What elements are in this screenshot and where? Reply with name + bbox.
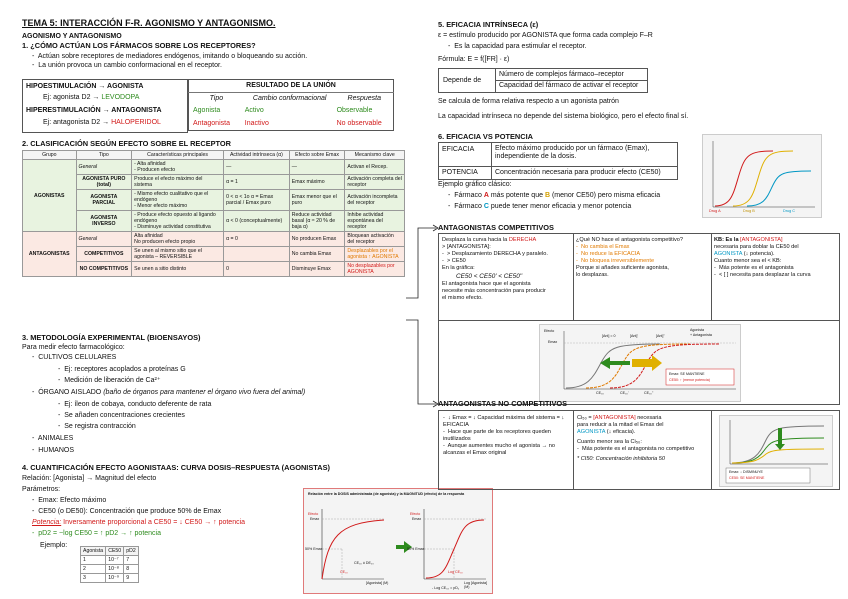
subtitle: AGONISMO Y ANTAGONISMO xyxy=(22,33,122,40)
class-cell: NO COMPETITIVOS xyxy=(76,262,132,277)
comp-col2-tail-1: Porque si añades suficiente agonista, xyxy=(576,265,669,271)
right-fig-ylabel: Efecto xyxy=(410,512,421,516)
drug-c-label: Drug C xyxy=(783,209,796,213)
ejemplo-cell: 8 xyxy=(124,565,139,574)
comp-col3-item-1: - Más potente es el antagonista xyxy=(714,265,794,271)
potency-efficacy-svg xyxy=(703,135,821,217)
eficacia-potencia-box xyxy=(438,142,678,180)
potencia-text: Concentración necesaria para producir efecto (CE50) xyxy=(495,169,661,176)
comp-col3-menor: Cuanto menor sea el < KB: xyxy=(714,258,782,264)
comp-arrow-right xyxy=(632,355,662,371)
dose-response-figure xyxy=(303,488,493,594)
class-cell: General xyxy=(76,232,132,247)
comp-col1-line2: > [ANTAGONISTA]: xyxy=(442,244,491,250)
s5-formula: Fórmula: E = f([FR] · ε) xyxy=(438,56,510,63)
s3-organo-item-3: - Se registra contracción xyxy=(58,423,136,430)
left-hyperbolic-curve xyxy=(322,520,384,579)
comp-fig-x-1: CE₅₀' xyxy=(620,391,629,395)
s3-organo: - ÓRGANO AISLADO (baño de órganos para mantener el órgano vivo fuera del animal) xyxy=(32,389,306,396)
class-cell: Desplazables por el agonista ↑ AGONISTA xyxy=(345,247,405,262)
s4-relacion: Relación: [Agonista] → Magnitud del efecto xyxy=(22,475,157,482)
class-cell: AGONISTA INVERSO xyxy=(76,211,132,232)
nocomp-col1-item-3: - Aunque aumentes mucho el agonista → no alcanzas el Emax original xyxy=(443,443,555,456)
section-3-heading: 3. METODOLOGÍA EXPERIMENTAL (BIOENSAYOS) xyxy=(22,333,201,342)
comp-col2-item-2: - No reduce la EFICACIA xyxy=(576,251,641,257)
left-fig-ylabel: Efecto xyxy=(308,512,319,516)
class-cell: Disminuye Emax xyxy=(289,262,345,277)
comp-fig-x-2: CE₅₀'' xyxy=(644,391,654,395)
ejemplo-cell: 3 xyxy=(81,574,106,583)
ejemplo-cell: 9 xyxy=(124,574,139,583)
class-cell: Alta afinidad No producen efecto propio xyxy=(132,232,224,247)
comp-col1-grafica: En la gráfica: xyxy=(442,265,475,271)
depende-box xyxy=(438,68,648,93)
comp-fig-label-2: [Ant]'' xyxy=(656,334,665,338)
class-col-grupo: Grupo xyxy=(23,151,77,160)
hipo-hiper-box xyxy=(22,79,188,133)
class-col-tipo: Tipo xyxy=(76,151,132,160)
no-competitivos-box xyxy=(438,410,840,490)
left-fig-emax: Emax xyxy=(310,517,320,521)
right-fig-note: - Log CE₅₀ = pD₂ xyxy=(432,586,460,590)
class-cell: No desplazables por AGONISTA xyxy=(345,262,405,277)
s4-emax: - Emax: Efecto máximo xyxy=(32,497,107,504)
s3-humanos: - HUMANOS xyxy=(32,447,75,454)
union-col-cambio: Cambio conformacional xyxy=(252,95,327,103)
comp-fig-label-0: [Ant] = 0 xyxy=(602,334,616,338)
s5-indep: La capacidad intrínseca no depende del sistema biológico, pero el efecto final sí. xyxy=(438,113,689,120)
page-title: TEMA 5: INTERACCIÓN F-R. AGONISMO Y ANTAGONISMO. xyxy=(22,18,276,28)
section-2-heading: 2. CLASIFICACIÓN SEGÚN EFECTO SOBRE EL RECEPTOR xyxy=(22,139,232,148)
left-fig-ce: CE₅₀ xyxy=(340,570,348,574)
drug-b-curve xyxy=(733,151,793,206)
no-competitivos-heading: ANTAGONISTAS NO COMPETITIVOS xyxy=(438,399,568,408)
comp-col-2 xyxy=(576,237,706,279)
dose-response-svg xyxy=(304,497,492,593)
class-cell: - Mismo efecto cualitativo que el endógeno - Menor efecto máximo xyxy=(132,190,224,211)
class-cell: Reduce actividad basal (α ≈ 20 % de baja α) xyxy=(289,211,345,232)
union-row-agonista-cambio: Activo xyxy=(244,107,264,115)
connector-arrows xyxy=(404,220,440,410)
comp-col3-kb-3: AGONISTA (↓ potencia). xyxy=(714,251,775,257)
group-agonistas: AGONISTAS xyxy=(23,160,77,232)
class-col-emax: Efecto sobre Emax xyxy=(289,151,345,160)
ejemplo-cell: 1 xyxy=(81,556,106,565)
s4-pd2: - pD2 = −log CE50 = ↑ pD2 → ↑ potencia xyxy=(32,530,162,537)
class-cell xyxy=(224,247,290,262)
union-row-antagonista-tipo: Antagonista xyxy=(193,119,230,127)
class-cell: COMPETITIVOS xyxy=(76,247,132,262)
s5-calc: Se calcula de forma relativa respecto a un agonista patrón xyxy=(438,98,619,105)
class-cell: α < 0 (conceptualmente) xyxy=(224,211,290,232)
comp-col1-line1: Desplaza la curva hacia la DERECHA xyxy=(442,237,537,243)
nocomp-fig-box-line-2: CE50: SE MANTIENE xyxy=(729,476,765,480)
class-col-caracteristicas: Características principales xyxy=(132,151,224,160)
s5-line-2: - Es la capacidad para estimular el receptor. xyxy=(448,43,587,50)
comp-col1-formula: CE50 < CE50' < CE50'' xyxy=(456,273,523,280)
s4-potencia: Potencia: Inversamente proporcional a CE50 = ↓ CE50 → ↑ potencia xyxy=(32,519,246,526)
s3-cultivos-item-1: - Ej: receptores acoplados a proteínas G xyxy=(58,366,186,373)
s3-organo-item-2: - Se añaden concentraciones crecientes xyxy=(58,412,185,419)
depende-label: Depende de xyxy=(443,77,482,84)
potencia-label: POTENCIA xyxy=(442,169,478,176)
union-row-antagonista-respuesta: No observable xyxy=(336,119,382,127)
depende-item-2: Capacidad del fármaco de activar el receptor xyxy=(499,82,639,89)
class-cell: AGONISTA PARCIAL xyxy=(76,190,132,211)
ejemplo-cell: 7 xyxy=(124,556,139,565)
group-antagonistas: ANTAGONISTAS xyxy=(23,232,77,277)
class-cell: — xyxy=(224,160,290,175)
comp-col-3 xyxy=(714,237,832,279)
union-row-antagonista-cambio: Inactivo xyxy=(244,119,269,127)
comp-fig-label-1: [Ant]' xyxy=(630,334,639,338)
class-cell: Activación incompleta del receptor xyxy=(345,190,405,211)
class-cell: 0 < α < 1o α = Emax parcial / Emax puro xyxy=(224,190,290,211)
s6-ejemplo: Ejemplo gráfico clásico: xyxy=(438,181,512,188)
eficacia-text: Efecto máximo producido por un fármaco (Emax), independiente de la dosis. xyxy=(495,145,650,161)
class-cell: — xyxy=(289,160,345,175)
s3-intro: Para medir efecto farmacológico: xyxy=(22,344,125,351)
s6-farmaco-c: - Fármaco C puede tener menor eficacia y menor potencia xyxy=(448,203,632,210)
eficacia-label: EFICACIA xyxy=(442,146,475,153)
class-cell: Se unen al mismo sitio que el agonista – REVERSIBLE xyxy=(132,247,224,262)
comp-fig-legend-0: Agonista xyxy=(690,328,704,332)
class-cell: Activan el Recep. xyxy=(345,160,405,175)
comp-col1-item-1: - > Desplazamiento DERECHA y paralelo. xyxy=(442,251,548,257)
comp-col2-item-3: - No bloquea irreversiblemente xyxy=(576,258,655,264)
class-cell: Se unen a sitio distinto xyxy=(132,262,224,277)
s3-organo-item-1: - Ej: íleon de cobaya, conducto deferente de rata xyxy=(58,401,212,408)
hipo-example: Ej: agonista D2 → LEVODOPA xyxy=(43,94,140,101)
comp-col2-tail-2: lo desplazas. xyxy=(576,272,609,278)
s3-cultivos-item-2: - Medición de liberación de Ca²⁺ xyxy=(58,377,161,384)
s4-ce50: - CE50 (o DE50): Concentración que produce 50% de Emax xyxy=(32,508,222,515)
drug-a-label: Drug A xyxy=(709,209,721,213)
right-fig-ce: Log CE₅₀ xyxy=(448,570,463,574)
comp-fig-emax: Emax xyxy=(548,340,558,344)
ejemplo-col-pd2: pD2 xyxy=(124,547,139,556)
comp-col3-kb: KB: Es la [ANTAGONISTA] xyxy=(714,237,783,243)
union-row-agonista-tipo: Agonista xyxy=(193,107,221,115)
hiper-line: HIPERESTIMULACIÓN → ANTAGONISTA xyxy=(26,107,162,114)
s3-cultivos: - CULTIVOS CELULARES xyxy=(32,354,117,361)
union-table-header: RESULTADO DE LA UNIÓN xyxy=(189,80,394,93)
potency-efficacy-figure xyxy=(702,134,822,218)
right-fig-emax: Emax xyxy=(412,517,422,521)
depende-item-1: Número de complejos fármaco–receptor xyxy=(499,71,624,78)
nocomp-col2-note: * CI50: Concentración inhibitoria 50 xyxy=(577,456,665,462)
ejemplo-table xyxy=(80,546,139,583)
comp-fig-box-line-1: Emax: SE MANTIENE xyxy=(669,372,705,376)
comp-col1-tail-1: El antagonista hace que el agonista xyxy=(442,281,531,287)
class-cell: Inhibe actividad espontánea del receptor xyxy=(345,211,405,232)
class-cell: - Alta afinidad - Producen efecto xyxy=(132,160,224,175)
nocomp-col2-line1: Ci₅₀ = [ANTAGONISTA] necesaria xyxy=(577,415,662,421)
left-fig-xlabel: [Agonista] (M) xyxy=(366,581,389,585)
class-col-actividad: Actividad intrínseca (α) xyxy=(224,151,290,160)
section-1-heading: 1. ¿CÓMO ACTÚAN LOS FÁRMACOS SOBRE LOS RECEPTORES? xyxy=(22,41,256,50)
comp-col-1 xyxy=(439,234,573,320)
s4-ejemplo-label: Ejemplo: xyxy=(40,542,68,549)
hipo-line: HIPOESTIMULACIÓN → AGONISTA xyxy=(26,83,144,90)
class-cell: Emax menor que el puro xyxy=(289,190,345,211)
section-5-heading: 5. EFICACIA INTRÍNSECA (ε) xyxy=(438,20,539,29)
competitivos-box xyxy=(438,233,840,405)
nocomp-col-2 xyxy=(577,415,709,463)
class-cell: Bloquean activación del receptor xyxy=(345,232,405,247)
s4-parametros: Parámetros: xyxy=(22,486,61,493)
comp-fig-x-0: CE₅₀ xyxy=(596,391,604,395)
ejemplo-cell: 10⁻⁸ xyxy=(106,565,124,574)
nocomp-col2-item: - Más potente es el antagonista no competitivo xyxy=(577,446,695,452)
union-col-respuesta: Respuesta xyxy=(347,95,382,103)
left-fig-note: CE₅₀ ó DE₅₀ xyxy=(354,561,374,565)
nocomp-col2-menor: Cuanto menor sea la Ci₅₀: xyxy=(577,439,642,445)
ejemplo-cell: 10⁻⁹ xyxy=(106,574,124,583)
class-cell: α = 1 xyxy=(224,175,290,190)
comp-col1-item-2: - > CE50 xyxy=(442,258,466,264)
s1-bullet-1: - Actúan sobre receptores de mediadores endógenos, imitando o bloqueando su acción. xyxy=(32,53,308,60)
section-6-heading: 6. EFICACIA VS POTENCIA xyxy=(438,132,533,141)
nocomp-col2-line3: AGONISTA (↓ eficacia). xyxy=(577,429,636,435)
nocomp-col2-line2: para reducir a la mitad el Emax del xyxy=(577,422,664,428)
comp-fig-box-line-2: CE50: ↑ (menor potencia) xyxy=(669,378,710,382)
right-fig-xlabel: Log [Agonista] (M) xyxy=(464,581,487,589)
hiper-example: Ej: antagonista D2 → HALOPERIDOL xyxy=(43,119,161,126)
class-cell: Produce el efecto máximo del sistema xyxy=(132,175,224,190)
left-fig-50: 50% Emax xyxy=(305,547,323,551)
class-col-mecanismo: Mecanismo clave xyxy=(345,151,405,160)
comp-col1-tail-3: el mismo efecto. xyxy=(442,295,483,301)
ejemplo-cell: 10⁻⁷ xyxy=(106,556,124,565)
classification-table xyxy=(22,150,405,277)
nocomp-col1-item-2: - Hace que parte de los receptores queden inutilizados xyxy=(443,429,551,442)
union-result-table xyxy=(188,79,394,131)
class-cell: No cambia Emax xyxy=(289,247,345,262)
class-cell: α = 0 xyxy=(224,232,290,247)
drug-a-curve xyxy=(715,151,773,206)
union-row-agonista-respuesta: Observable xyxy=(336,107,373,115)
right-fig-50: 50% Emax xyxy=(407,547,425,551)
ejemplo-col-ce50: CE50 xyxy=(106,547,124,556)
ejemplo-col-agonista: Agonista xyxy=(81,547,106,556)
drug-b-label: Drug B xyxy=(743,209,755,213)
union-col-tipo: Tipo xyxy=(209,95,224,103)
class-cell: General xyxy=(76,160,132,175)
class-cell: - Produce efecto opuesto al ligando endógeno - Disminuye actividad constitutiva xyxy=(132,211,224,232)
section-4-heading: 4. CUANTIFICACIÓN EFECTO AGONISTAAS: CURVA DOSIS–RESPUESTA (AGONISTAS) xyxy=(22,463,330,472)
nocomp-fig-box-line-1: Emax: ↓ DISMINUYE xyxy=(729,470,763,474)
comp-col2-item-1: - No cambia el Emax xyxy=(576,244,630,250)
ejemplo-cell: 2 xyxy=(81,565,106,574)
comp-col1-tail-2: necesite más concentración para producir xyxy=(442,288,546,294)
dose-response-title: Relación entre la DOSIS administrada (de agonista) y la MAGNITUD (efecto) de la respuesta xyxy=(308,492,465,496)
comp-col3-kb-2: necesaria para doblar la CE50 del xyxy=(714,244,799,250)
drug-c-curve xyxy=(747,171,811,206)
class-cell: Emax máximo xyxy=(289,175,345,190)
nocomp-col1-item-1: - ↓ Emax = ↓ Capacidad máxima del sistema = ↓ EFICACIA xyxy=(443,415,565,428)
s1-bullet-2: - La unión provoca un cambio conformacional en el receptor. xyxy=(32,62,222,69)
class-cell: Activación completa del receptor xyxy=(345,175,405,190)
comp-col3-item-2: - < [ ] necesita para desplazar la curva xyxy=(714,272,811,278)
comp-fig-legend-1: + Antagonista xyxy=(690,333,712,337)
s3-animales: - ANIMALES xyxy=(32,435,74,442)
competitivos-figure xyxy=(539,324,741,402)
competitivos-heading: ANTAGONISTAS COMPETITIVOS xyxy=(438,223,554,232)
s6-farmaco-a: - Fármaco A más potente que B (menor CE50) pero misma eficacia xyxy=(448,192,661,199)
comp-fig-ylabel: Efecto xyxy=(544,329,555,333)
class-cell: No producen Emax xyxy=(289,232,345,247)
class-cell: AGONISTA PURO (total) xyxy=(76,175,132,190)
no-competitivos-figure xyxy=(719,415,833,487)
s5-line-1: ε = estímulo producido por AGONISTA que forma cada complejo F–R xyxy=(438,32,653,39)
nocomp-col-1 xyxy=(443,415,569,457)
class-cell: 0 xyxy=(224,262,290,277)
comp-col2-question: ¿Qué NO hace el antagonista competitivo? xyxy=(576,237,683,243)
